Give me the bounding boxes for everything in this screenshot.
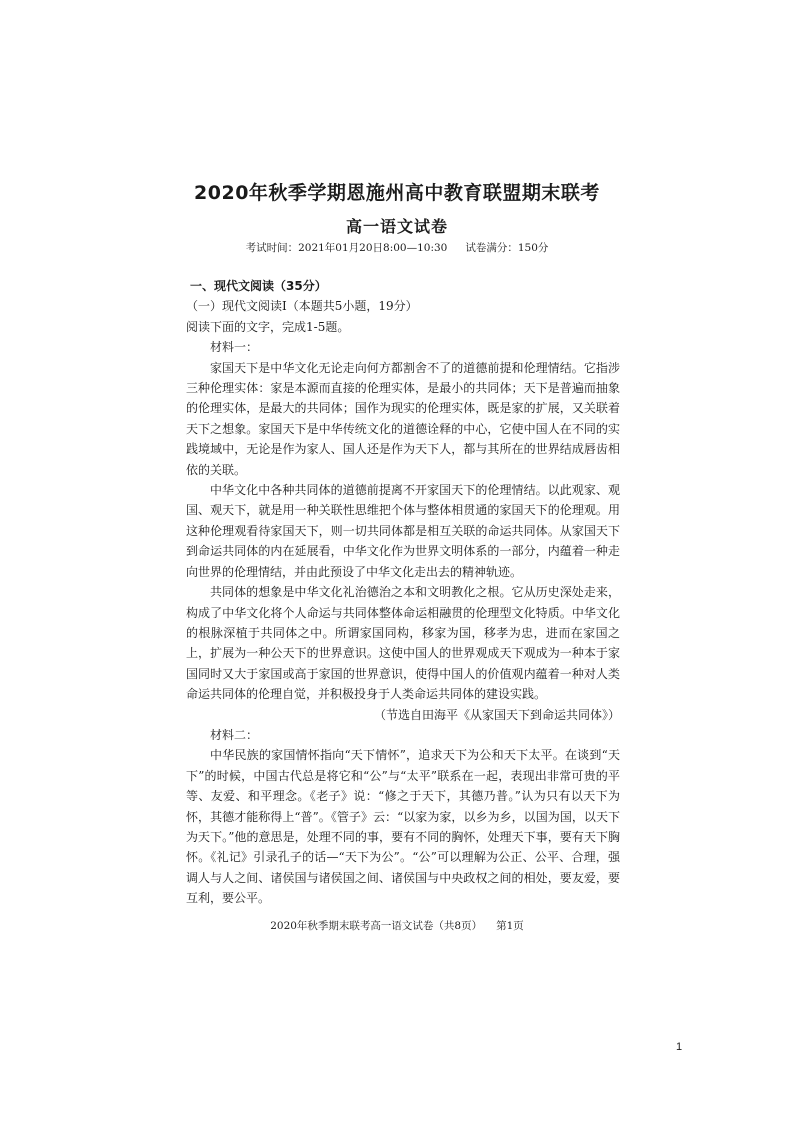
exam-subtitle: 高一语文试卷 — [345, 217, 448, 236]
exam-info — [0, 240, 794, 255]
material-1-source: （节选自田海平《从家国天下到命运共同体》） — [373, 707, 620, 722]
exam-body — [186, 276, 620, 909]
material-2-paragraph: 中华民族的家国情怀指向“天下情怀”，追求天下为公和天下太平。在谈到“天下”的时候，中国古代总是将它和“公”与“太平”联系在一起，表现出非常可贵的平等、友爱、和平理念。《老子》说：“修之于天下，其德乃普。”认为只有以天下为怀，其德才能称得上“普”。《管子》云：“以家为家，以乡为乡，以国为国，以天下为天下。”他的意思是，处理不同的事，要有不同的胸怀，处理天下事，要有天下胸怀。《礼记》引录孔子的话—“天下为公”。“公”可以理解为公正、公平、合理，强调人与人之间、诸侯国与诸侯国之间、诸侯国与中央政权之间的相处，要友爱，要互利，要公平。 — [186, 748, 620, 906]
material-1-paragraph: 家国天下是中华文化无论走向何方都割舍不了的道德前提和伦理情结。它指涉三种伦理实体：家是本源而直接的伦理实体，是最小的共同体；天下是普遍而抽象的伦理实体，是最大的共同体；国作为现实的伦理实体，既是家的扩展，又关联着天下之想象。家国天下是中华传统文化的道德诠释的中心，它使中国人在不同的实践境域中，无论是作为家人、国人还是作为天下人，都与其所在的世界结成唇齿相依的关联。 — [186, 360, 620, 477]
footer-exam-name: 2020年秋季期末联考高一语文试卷（共8页） — [270, 920, 483, 932]
material-1-paragraph: 共同体的想象是中华文化礼治德治之本和文明教化之根。它从历史深处走来，构成了中华文化将个人命运与共同体整体命运相融贯的伦理型文化特质。中华文化的根脉深植于共同体之中。所谓家国同构，移家为国，移孝为忠，进而在家国之上，扩展为一种公天下的世界意识。这使中国人的世界观成天下观成为一种本于家国同时又大于家国或高于家国的世界意识，使得中国人的价值观内蕴着一种对人类命运共同体的伦理自觉，并积极投身于人类命运共同体的建设实践。 — [186, 585, 620, 702]
section-heading: 一、现代文阅读（35分） — [190, 279, 327, 293]
material-2-label: 材料二： — [210, 727, 259, 742]
material-1-label: 材料一： — [210, 340, 259, 355]
reading-instruction: 阅读下面的文字，完成1-5题。 — [186, 319, 350, 334]
page-number: 1 — [676, 1041, 683, 1053]
page-footer — [0, 918, 794, 933]
exam-title: 2020年秋季学期恩施州高中教育联盟期末联考 — [194, 182, 600, 204]
section-subheading: （一）现代文阅读Ⅰ（本题共5小题，19分） — [186, 299, 418, 314]
footer-page-label: 第1页 — [496, 920, 524, 932]
full-score: 试卷满分：150分 — [465, 242, 549, 254]
material-1-paragraph: 中华文化中各种共同体的道德前提离不开家国天下的伦理情结。以此观家、观国、观天下，就是用一种关联性思维把个体与整体相贯通的家国天下的伦理观。用这种伦理观看待家国天下，则一切共同体都是相互关联的命运共同体。从家国天下到命运共同体的内在延展看，中华文化作为世界文明体系的一部分，内蕴着一种走向世界的伦理情结，并由此预设了中华文化走出去的精神轨迹。 — [186, 483, 620, 579]
exam-time: 考试时间：2021年01月20日8:00—10:30 — [245, 242, 448, 254]
